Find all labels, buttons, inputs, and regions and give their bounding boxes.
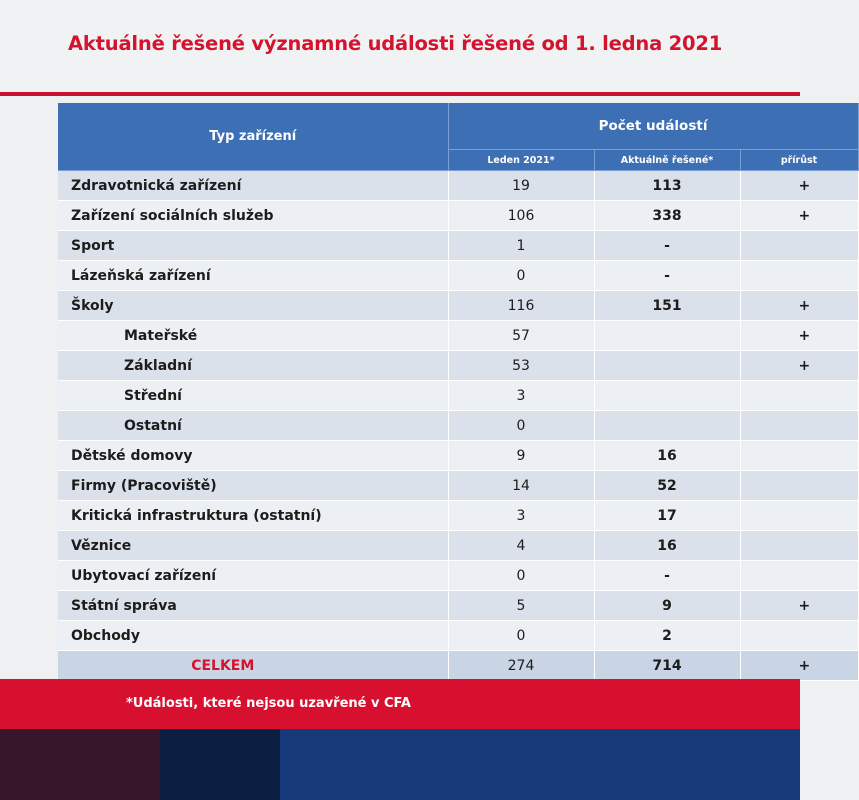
row-january-count: 57 — [448, 321, 594, 351]
row-january-count: 19 — [448, 171, 594, 201]
row-current-count: 52 — [594, 471, 740, 501]
row-current-count: 9 — [594, 591, 740, 621]
row-january-count: 14 — [448, 471, 594, 501]
row-facility-name: Věznice — [58, 531, 448, 561]
row-current-count: - — [594, 261, 740, 291]
table-row — [58, 411, 858, 441]
row-facility-name: Dětské domovy — [58, 441, 448, 471]
bottom-decoration-left — [0, 729, 160, 800]
row-increase — [740, 471, 858, 501]
table-row — [58, 171, 858, 201]
row-current-count: 16 — [594, 441, 740, 471]
row-facility-name: Firmy (Pracoviště) — [58, 471, 448, 501]
row-january-count: 53 — [448, 351, 594, 381]
title-divider — [0, 92, 800, 96]
row-facility-name: Střední — [58, 381, 448, 411]
row-january-count: 3 — [448, 381, 594, 411]
row-facility-name: Sport — [58, 231, 448, 261]
row-january-count: 0 — [448, 561, 594, 591]
table-row — [58, 231, 858, 261]
header-facility-type: Typ zařízení — [58, 103, 448, 171]
row-facility-name: Školy — [58, 291, 448, 321]
table-row — [58, 321, 858, 351]
header-currently-handled: Aktuálně řešené* — [594, 150, 740, 171]
row-current-count — [594, 411, 740, 441]
table-row — [58, 381, 858, 411]
table-body — [58, 171, 858, 681]
events-table-container — [58, 103, 818, 679]
table-row — [58, 471, 858, 501]
table-row — [58, 351, 858, 381]
table-row — [58, 621, 858, 651]
row-facility-name: Zdravotnická zařízení — [58, 171, 448, 201]
events-table — [58, 103, 859, 681]
title-area — [0, 0, 800, 90]
row-facility-name: Základní — [58, 351, 448, 381]
row-january-count: 0 — [448, 261, 594, 291]
row-current-count: - — [594, 561, 740, 591]
row-current-count — [594, 381, 740, 411]
row-increase — [740, 621, 858, 651]
row-january-count: 1 — [448, 231, 594, 261]
row-facility-name: Obchody — [58, 621, 448, 651]
row-january-count: 9 — [448, 441, 594, 471]
row-current-count — [594, 351, 740, 381]
row-increase: + — [740, 201, 858, 231]
table-row — [58, 441, 858, 471]
row-current-count: 151 — [594, 291, 740, 321]
slide-title: Aktuálně řešené významné události řešené od 1. ledna 2021 — [68, 32, 723, 55]
table-row — [58, 261, 858, 291]
table-row — [58, 591, 858, 621]
row-increase: + — [740, 171, 858, 201]
row-increase — [740, 441, 858, 471]
row-facility-name: Zařízení sociálních služeb — [58, 201, 448, 231]
row-current-count: - — [594, 231, 740, 261]
table-row — [58, 561, 858, 591]
row-increase — [740, 231, 858, 261]
row-facility-name: Kritická infrastruktura (ostatní) — [58, 501, 448, 531]
row-january-count: 3 — [448, 501, 594, 531]
row-facility-name: CELKEM — [58, 651, 448, 681]
table-row — [58, 651, 858, 681]
row-increase — [740, 411, 858, 441]
row-increase — [740, 261, 858, 291]
row-increase — [740, 381, 858, 411]
bottom-decoration — [0, 729, 800, 800]
row-facility-name: Mateřské — [58, 321, 448, 351]
header-event-count: Počet událostí — [448, 103, 858, 150]
row-increase — [740, 531, 858, 561]
row-january-count: 0 — [448, 621, 594, 651]
row-facility-name: Ostatní — [58, 411, 448, 441]
row-current-count: 16 — [594, 531, 740, 561]
table-row — [58, 291, 858, 321]
row-increase — [740, 561, 858, 591]
row-january-count: 116 — [448, 291, 594, 321]
header-january-2021: Leden 2021* — [448, 150, 594, 171]
row-increase: + — [740, 651, 858, 681]
row-increase: + — [740, 291, 858, 321]
row-current-count: 714 — [594, 651, 740, 681]
row-increase: + — [740, 351, 858, 381]
row-facility-name: Ubytovací zařízení — [58, 561, 448, 591]
row-increase: + — [740, 321, 858, 351]
footnote-text: *Události, které nejsou uzavřené v CFA — [126, 696, 411, 711]
row-january-count: 5 — [448, 591, 594, 621]
row-january-count: 4 — [448, 531, 594, 561]
table-row — [58, 531, 858, 561]
row-current-count: 17 — [594, 501, 740, 531]
bottom-decoration-right — [280, 729, 800, 800]
row-facility-name: Lázeňská zařízení — [58, 261, 448, 291]
table-row — [58, 501, 858, 531]
row-january-count: 274 — [448, 651, 594, 681]
table-row — [58, 201, 858, 231]
row-current-count: 113 — [594, 171, 740, 201]
row-january-count: 0 — [448, 411, 594, 441]
header-increase: přírůst — [740, 150, 858, 171]
row-current-count: 2 — [594, 621, 740, 651]
row-current-count: 338 — [594, 201, 740, 231]
row-increase — [740, 501, 858, 531]
row-current-count — [594, 321, 740, 351]
row-increase: + — [740, 591, 858, 621]
row-facility-name: Státní správa — [58, 591, 448, 621]
row-january-count: 106 — [448, 201, 594, 231]
footnote-bar — [0, 679, 800, 729]
